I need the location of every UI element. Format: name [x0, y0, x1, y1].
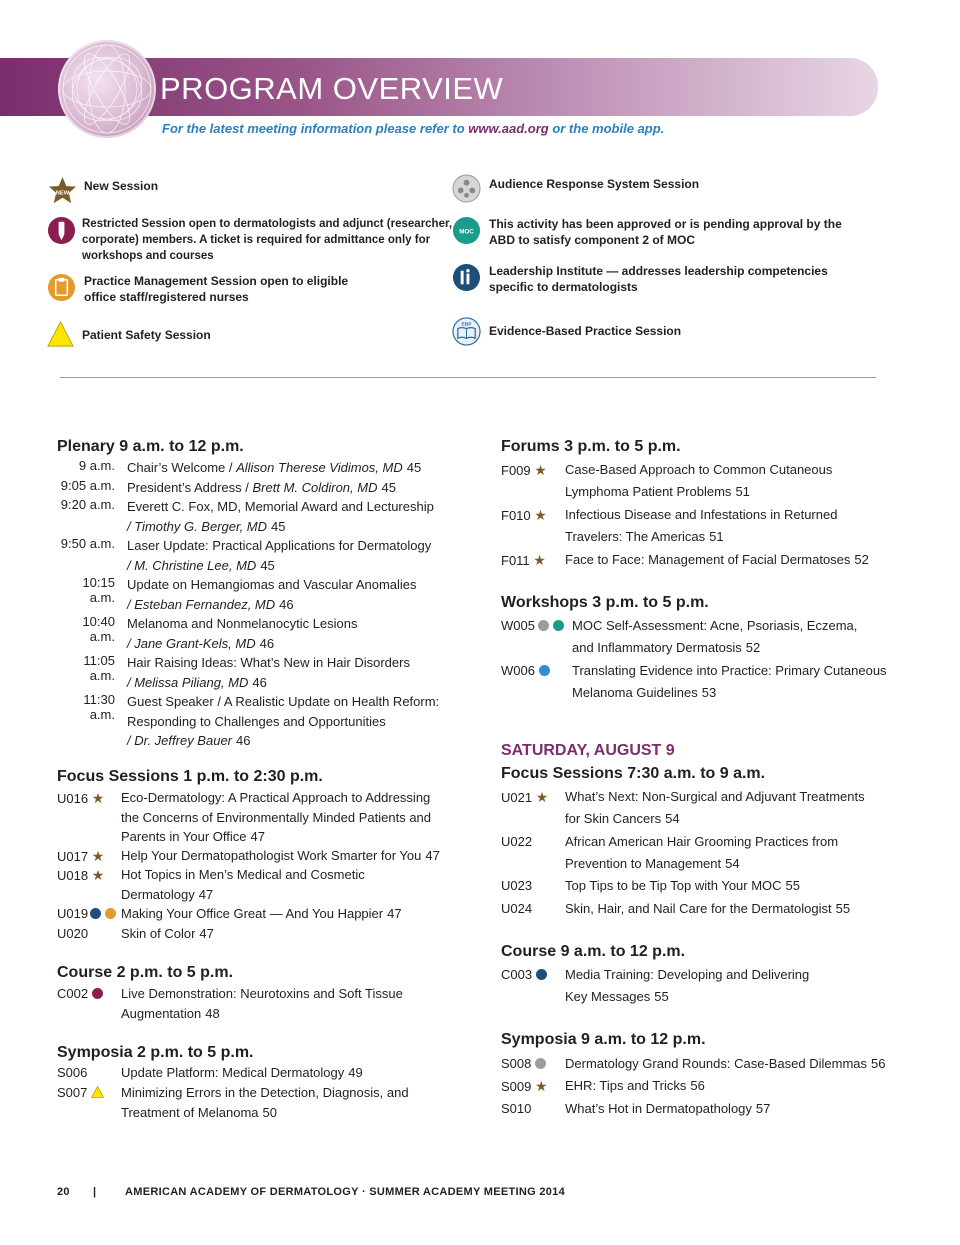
page-number: 47	[199, 926, 214, 941]
page-number: 47	[198, 886, 214, 902]
globe-logo-icon	[58, 40, 156, 138]
symposia-heading: Symposia 2 p.m. to 5 p.m.	[57, 1044, 254, 1061]
saturday-course-heading: Course 9 a.m. to 12 p.m.	[501, 943, 686, 960]
session-code: U023	[501, 878, 533, 893]
session-code: U021 ★	[501, 789, 549, 805]
legend-practice-management: Practice Management Session open to eligible office staff/registered nurses	[84, 273, 348, 305]
plenary-time: 10:40 a.m.	[82, 614, 115, 644]
session-w005: MOC Self-Assessment: Acne, Psoriasis, Eczema, and Inflammatory Dermatosis 52	[572, 618, 858, 655]
legend-restricted: Restricted Session open to dermatologists and adjunct (researcher, corporate) members. A ticket is required for admittance only for workshops and courses	[82, 216, 452, 264]
meeting-info-note: For the latest meeting information please refer to www.aad.org or the mobile app.	[162, 121, 665, 136]
plenary-session: Update on Hemangiomas and Vascular Anomalies / Esteban Fernandez, MD 46	[127, 577, 417, 612]
session-code: S008	[501, 1056, 546, 1071]
session-u017: Help Your Dermatopathologist Work Smarter for You 47	[121, 848, 440, 863]
session-code: S006	[57, 1065, 88, 1080]
plenary-session: Hair Raising Ideas: What’s New in Hair Disorders / Melissa Piliang, MD 46	[127, 655, 410, 690]
svg-text:NEW: NEW	[55, 190, 70, 197]
restricted-dot-icon	[92, 988, 103, 999]
new-star-icon	[48, 176, 77, 205]
session-u016: Eco-Dermatology: A Practical Approach to Addressing the Concerns of Environmentally Minded Patients and Parents in Your Office 47	[121, 790, 432, 844]
page-number: 54	[665, 811, 680, 826]
plenary-session: Melanoma and Nonmelanocytic Lesions / Jane Grant-Kels, MD 46	[127, 616, 358, 651]
session-f011: Face to Face: Management of Facial Dermatoses 52	[565, 552, 869, 567]
page-number: 46	[279, 596, 294, 612]
legend-evidence-based: EBP Evidence-Based Practice Session	[489, 323, 681, 339]
plenary-time: 9:50 a.m.	[60, 536, 115, 551]
evidence-dot-icon	[539, 665, 550, 676]
plenary-session: President’s Address / Brett M. Coldiron, MD 45	[127, 479, 396, 495]
session-code: U019	[57, 906, 116, 921]
new-star-icon: ★	[533, 552, 546, 568]
audience-dot-icon	[535, 1058, 546, 1069]
restricted-ticket-icon	[47, 216, 76, 245]
plenary-session: Laser Update: Practical Applications for Dermatology / M. Christine Lee, MD 45	[127, 538, 432, 573]
page-number: 56	[871, 1056, 886, 1071]
session-code: U018 ★	[57, 867, 105, 883]
footer-text: AMERICAN ACADEMY OF DERMATOLOGY · SUMMER ACADEMY MEETING 2014	[125, 1186, 566, 1198]
clipboard-icon	[47, 273, 76, 302]
plenary-session: Everett C. Fox, MD, Memorial Award and Lectureship / Timothy G. Berger, MD 45	[127, 499, 434, 534]
session-code: U022	[501, 834, 533, 849]
session-c002: Live Demonstration: Neurotoxins and Soft Tissue Augmentation 48	[121, 986, 403, 1021]
practice-management-dot-icon	[105, 908, 116, 919]
footer-separator: |	[93, 1186, 97, 1198]
plenary-time: 9:05 a.m.	[60, 477, 115, 493]
svg-text:EBP: EBP	[461, 322, 472, 328]
page-number: 55	[785, 878, 801, 893]
page-number: 55	[835, 901, 851, 916]
footer-page-number: 20	[57, 1186, 70, 1198]
session-u024: Skin, Hair, and Nail Care for the Dermatologist 55	[565, 901, 851, 916]
page-number: 46	[252, 674, 267, 690]
session-code: W006	[501, 663, 550, 678]
focus-sessions-heading: Focus Sessions 1 p.m. to 2:30 p.m.	[57, 768, 323, 785]
session-w006: Translating Evidence into Practice: Primary Cutaneous Melanoma Guidelines 53	[572, 663, 887, 700]
page-number: 46	[259, 635, 275, 651]
page-number: 57	[755, 1101, 771, 1116]
session-code: F009 ★	[501, 462, 547, 478]
plenary-time: 9 a.m.	[78, 458, 115, 473]
page-title: PROGRAM OVERVIEW	[160, 71, 504, 106]
legend-new-session: NEW New Session	[84, 178, 158, 194]
page-number: 45	[271, 518, 286, 534]
session-code: U016 ★	[57, 790, 105, 806]
session-s010: What’s Hot in Dermatopathology 57	[565, 1101, 771, 1116]
svg-text:MOC: MOC	[459, 228, 474, 236]
session-code: S010	[501, 1101, 532, 1116]
new-star-icon: ★	[91, 848, 105, 864]
page-number: 45	[260, 557, 275, 573]
legend-audience-response: Audience Response System Session	[489, 176, 699, 192]
saturday-focus-heading: Focus Sessions 7:30 a.m. to 9 a.m.	[501, 765, 766, 782]
leadership-dot-icon	[90, 908, 101, 919]
page-number: 52	[854, 552, 869, 567]
warning-triangle-icon	[46, 320, 75, 349]
new-star-icon: ★	[91, 867, 105, 883]
page-number: 52	[745, 640, 761, 655]
page-number: 49	[348, 1065, 363, 1080]
session-code: S009 ★	[501, 1078, 548, 1094]
session-u019: Making Your Office Great — And You Happier 47	[121, 906, 402, 921]
session-u018: Hot Topics in Men’s Medical and Cosmetic Dermatology 47	[121, 867, 365, 902]
leadership-institute-icon	[452, 263, 481, 292]
page-number: 46	[236, 733, 251, 748]
session-code: W005	[501, 618, 564, 633]
moc-badge-icon	[452, 216, 481, 245]
legend-moc: MOC This activity has been approved or is pending approval by the ABD to satisfy component 2 of MOC	[489, 216, 842, 248]
page-number: 53	[701, 685, 717, 700]
legend-leadership: Leadership Institute — addresses leadership competencies specific to dermatologists	[489, 263, 828, 295]
moc-dot-icon	[553, 620, 564, 631]
page-number: 47	[250, 829, 265, 844]
page-number: 55	[654, 989, 669, 1004]
warning-triangle-icon	[91, 1086, 104, 1098]
session-f009: Case-Based Approach to Common Cutaneous Lymphoma Patient Problems 51	[565, 462, 833, 499]
page-number: 45	[381, 479, 396, 495]
page-number: 48	[205, 1005, 220, 1021]
plenary-session: Chair’s Welcome / Allison Therese Vidimos, MD 45	[127, 460, 422, 475]
new-star-icon: ★	[534, 462, 547, 478]
session-code: S007	[57, 1085, 104, 1100]
page-number: 56	[690, 1078, 705, 1093]
audience-dot-icon	[538, 620, 549, 631]
section-divider	[60, 377, 876, 378]
plenary-time: 9:20 a.m.	[60, 497, 115, 512]
new-star-icon: ★	[535, 789, 549, 805]
aad-link[interactable]: www.aad.org	[468, 121, 549, 136]
session-u021: What’s Next: Non-Surgical and Adjuvant Treatments for Skin Cancers 54	[565, 789, 865, 826]
new-star-icon: ★	[534, 507, 547, 523]
session-s007: Minimizing Errors in the Detection, Diagnosis, and Treatment of Melanoma 50	[121, 1085, 409, 1120]
session-c003: Media Training: Developing and Delivering Key Messages 55	[565, 967, 810, 1004]
session-code: C003	[501, 967, 547, 982]
page-number: 54	[725, 856, 740, 871]
session-code: U024	[501, 901, 533, 916]
session-code: C002	[57, 986, 103, 1001]
plenary-time: 11:05 a.m.	[83, 653, 115, 683]
page-number: 51	[735, 484, 750, 499]
session-code: U020	[57, 926, 89, 941]
plenary-time: 10:15 a.m.	[82, 575, 115, 605]
new-star-icon: ★	[535, 1078, 548, 1094]
plenary-heading: Plenary 9 a.m. to 12 p.m.	[57, 438, 244, 455]
page-number: 50	[262, 1104, 277, 1120]
workshops-heading: Workshops 3 p.m. to 5 p.m.	[501, 594, 709, 611]
page-number: 47	[425, 848, 440, 863]
session-code: U017 ★	[57, 848, 105, 864]
session-s009: EHR: Tips and Tricks 56	[565, 1078, 705, 1093]
session-u020: Skin of Color 47	[121, 926, 214, 941]
audience-response-icon	[452, 174, 481, 203]
session-u023: Top Tips to be Tip Top with Your MOC 55	[565, 878, 801, 893]
course-heading: Course 2 p.m. to 5 p.m.	[57, 964, 234, 981]
leadership-dot-icon	[536, 969, 547, 980]
session-code: F011 ★	[501, 552, 546, 568]
plenary-session: Guest Speaker / A Realistic Update on Health Reform: Responding to Challenges and Opportunities / Dr. Jeffrey Bauer 46	[127, 694, 440, 748]
session-f010: Infectious Disease and Infestations in Returned Travelers: The Americas 51	[565, 507, 838, 544]
page-number: 51	[709, 529, 724, 544]
session-u022: African American Hair Grooming Practices from Prevention to Management 54	[565, 834, 839, 871]
session-code: F010 ★	[501, 507, 547, 523]
evidence-book-icon	[452, 317, 481, 346]
session-s006: Update Platform: Medical Dermatology 49	[121, 1065, 363, 1080]
new-star-icon: ★	[91, 790, 105, 806]
saturday-heading: SATURDAY, AUGUST 9	[501, 742, 675, 759]
session-s008: Dermatology Grand Rounds: Case-Based Dilemmas 56	[565, 1056, 886, 1071]
forums-heading: Forums 3 p.m. to 5 p.m.	[501, 438, 681, 455]
saturday-symposia-heading: Symposia 9 a.m. to 12 p.m.	[501, 1031, 706, 1048]
plenary-time: 11:30 a.m.	[83, 692, 115, 722]
page-number: 45	[406, 460, 422, 475]
legend-patient-safety: Patient Safety Session	[82, 327, 211, 343]
page-number: 47	[387, 906, 402, 921]
